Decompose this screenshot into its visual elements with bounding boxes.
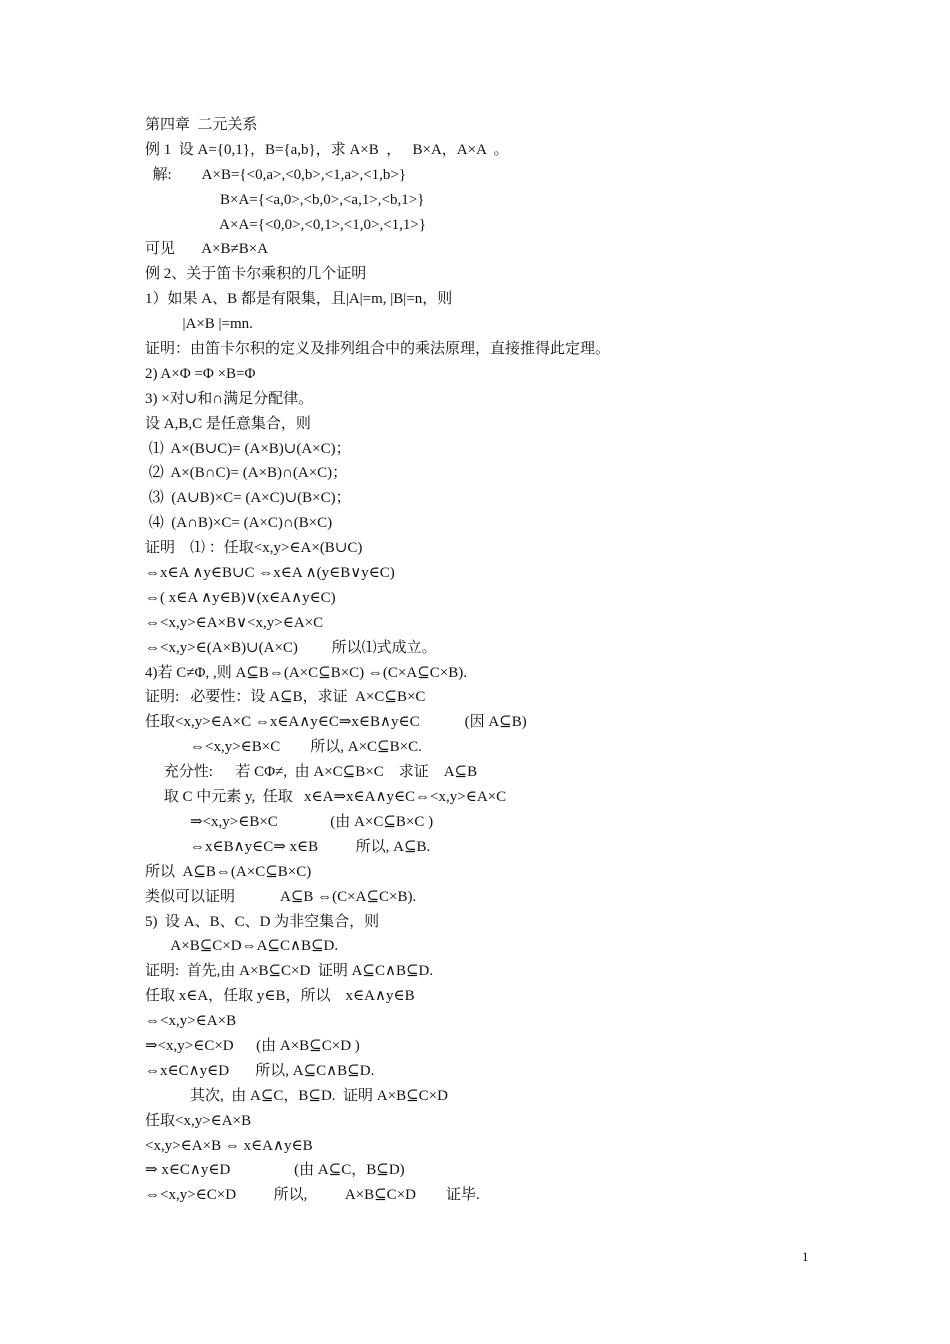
text-line: 取 C 中元素 y, 任取 x∈A⇒x∈A∧y∈C⇔<x,y>∈A×C [145,789,507,806]
text-line: ⇔x∈B∧y∈C⇒ x∈B 所以, A⊆B. [145,838,431,855]
text-line: 2) A×Φ =Φ ×B=Φ [145,365,256,382]
text-line: ⑶ (A∪B)×C= (A×C)∪(B×C)； [145,490,351,507]
text-line: B×A={<a,0>,<b,0>,<a,1>,<b,1>} [145,191,425,208]
text-line: 其次, 由 A⊆C，B⊆D. 证明 A×B⊆C×D [145,1087,448,1104]
text-line: 例 1 设 A={0,1}，B={a,b}，求 A×B ， B×A，A×A 。 [145,141,509,158]
text-line: |A×B |=mn. [145,316,253,333]
text-line: ⇔<x,y>∈B×C 所以, A×C⊆B×C. [145,739,422,756]
text-line: 3) ×对∪和∩满足分配律。 [145,390,314,407]
text-line: 证明：由笛卡尔积的定义及排列组合中的乘法原理，直接推得此定理。 [145,341,611,358]
text-line: 4)若 C≠Φ, ,则 A⊆B⇔(A×C⊆B×C) ⇔(C×A⊆C×B). [145,664,468,681]
text-line: 证明: 必要性：设 A⊆B，求证 A×C⊆B×C [145,689,426,706]
text-line: ⇔<x,y>∈C×D 所以, A×B⊆C×D 证毕. [145,1187,480,1204]
page-number: 1 [802,1249,809,1264]
text-line: ⑵ A×(B∩C)= (A×B)∩(A×C)； [145,465,348,482]
text-line: 例 2、关于笛卡尔乘积的几个证明 [145,266,367,283]
document-body [0,113,950,1208]
text-line: ⇔<x,y>∈A×B [145,1013,237,1030]
text-line: 任取<x,y>∈A×C ⇔x∈A∧y∈C⇒x∈B∧y∈C (因 A⊆B) [145,714,527,731]
text-line: ⇔<x,y>∈(A×B)∪(A×C) 所以⑴式成立。 [145,639,437,656]
text-line: 1）如果 A、B 都是有限集，且|A|=m, |B|=n，则 [145,291,453,308]
text-line: ⇔x∈C∧y∈D 所以, A⊆C∧B⊆D. [145,1062,375,1079]
text-line: ⇔x∈A ∧y∈B∪C ⇔x∈A ∧(y∈B∨y∈C) [145,565,395,582]
text-line: 设 A,B,C 是任意集合，则 [145,415,311,432]
text-line: 任取<x,y>∈A×B [145,1112,252,1129]
text-line: ⇒ x∈C∧y∈D (由 A⊆C，B⊆D) [145,1162,405,1179]
text-line: A×B⊆C×D⇔A⊆C∧B⊆D. [145,938,339,955]
text-line: ⑷ (A∩B)×C= (A×C)∩(B×C) [145,515,333,532]
text-line: ⇔( x∈A ∧y∈B)∨(x∈A∧y∈C) [145,589,336,606]
text-line: ⇒<x,y>∈B×C (由 A×C⊆B×C ) [145,813,434,830]
text-line: ⇒<x,y>∈C×D (由 A×B⊆C×D ) [145,1037,360,1054]
text-line: 类似可以证明 A⊆B ⇔(C×A⊆C×B). [145,888,417,905]
text-line: 第四章 二元关系 [145,117,258,133]
text-line: 充分性: 若 CΦ≠, 由 A×C⊆B×C 求证 A⊆B [145,764,478,781]
text-line: 证明: 首先,由 A×B⊆C×D 证明 A⊆C∧B⊆D. [145,963,434,980]
text-line: 可见 A×B≠B×A [145,241,269,258]
text-line: 任取 x∈A，任取 y∈B，所以 x∈A∧y∈B [145,988,415,1005]
text-line: 5) 设 A、B、C、D 为非空集合，则 [145,913,380,930]
text-line: ⇔<x,y>∈A×B∨<x,y>∈A×C [145,614,324,631]
text-line: 解: A×B={<0,a>,<0,b>,<1,a>,<1,b>} [145,166,407,183]
text-line: A×A={<0,0>,<0,1>,<1,0>,<1,1>} [145,216,427,233]
text-line: 所以 A⊆B⇔(A×C⊆B×C) [145,863,312,880]
text-line: 证明 ⑴ ：任取<x,y>∈A×(B∪C) [145,540,363,557]
text-line: ⑴ A×(B∪C)= (A×B)∪(A×C)； [145,440,351,457]
text-line: <x,y>∈A×B ⇔ x∈A∧y∈B [145,1137,313,1154]
